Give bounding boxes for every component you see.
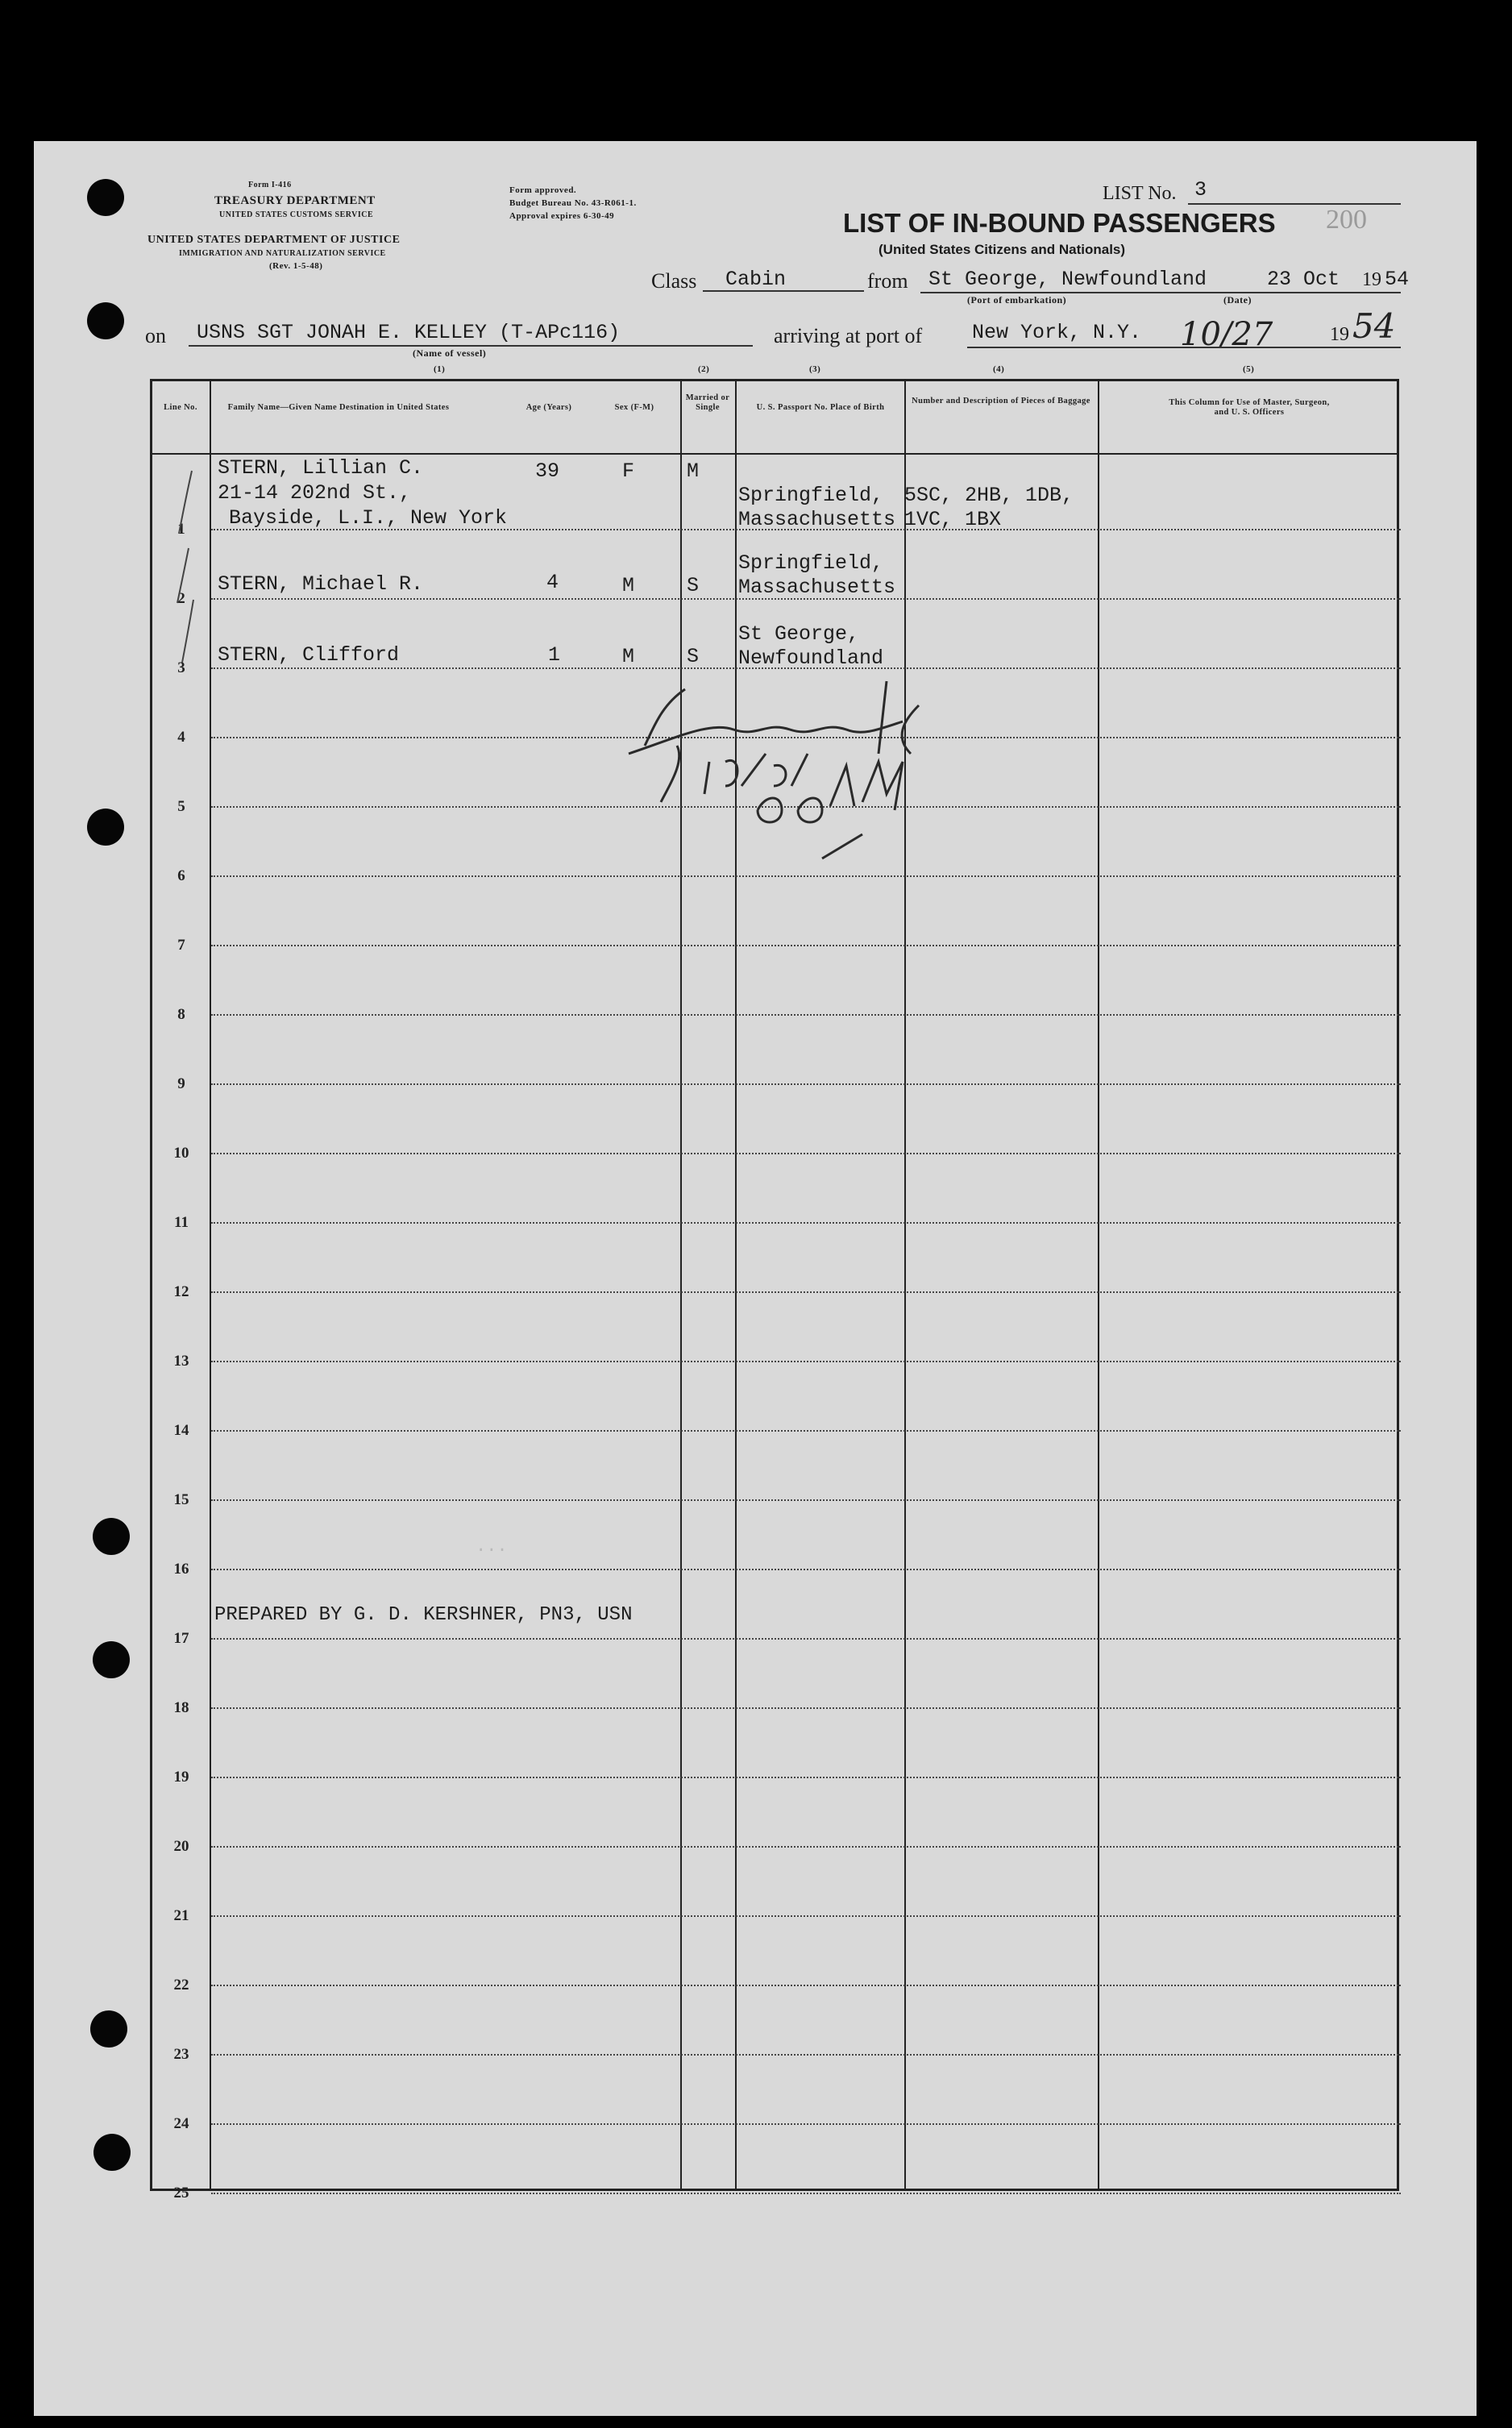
row-line (211, 1777, 1401, 1778)
line-number: 13 (173, 1353, 189, 1370)
passenger-baggage: 1VC, 1BX (904, 508, 1002, 531)
col-header-passport: U. S. Passport No. Place of Birth (756, 403, 885, 412)
row-line (211, 1915, 1401, 1917)
row-line (211, 2193, 1401, 2194)
row-line (211, 1014, 1401, 1016)
line-number: 18 (173, 1699, 189, 1716)
row-line (211, 1153, 1401, 1154)
ins-label: IMMIGRATION AND NATURALIZATION SERVICE (179, 249, 386, 258)
departure-year-prefix: 19 (1362, 269, 1381, 290)
page-subtitle: (United States Citizens and Nationals) (879, 242, 1126, 257)
row-line (211, 1361, 1401, 1362)
passenger-name: STERN, Michael R. (218, 572, 424, 596)
vessel-name: USNS SGT JONAH E. KELLEY (T-APc116) (197, 321, 621, 344)
inspector-signature (580, 673, 959, 867)
row-line (211, 1499, 1401, 1501)
line-number: 23 (173, 2046, 189, 2063)
on-label: on (145, 324, 166, 347)
line-number: 14 (173, 1422, 189, 1439)
col-header-married: Married or Single (685, 393, 730, 412)
passenger-name: STERN, Clifford (218, 643, 400, 667)
corner-number: 200 (1326, 205, 1367, 235)
row-line (211, 1707, 1401, 1709)
punch-hole (93, 1641, 130, 1678)
punch-hole (93, 1518, 130, 1555)
arrival-port: New York, N.Y. (972, 321, 1142, 344)
line-number: 12 (173, 1283, 189, 1300)
passenger-sex: M (622, 574, 635, 597)
port-caption: (Port of embarkation) (967, 294, 1067, 306)
punch-hole (87, 809, 124, 846)
line-number: 25 (173, 2185, 189, 2201)
row-line (211, 945, 1401, 946)
row-line (211, 2054, 1401, 2056)
class-label: Class (651, 269, 697, 293)
line-number: 9 (177, 1075, 185, 1092)
line-number: 11 (174, 1214, 189, 1231)
vessel-caption: (Name of vessel) (413, 347, 487, 359)
line-number: 19 (173, 1769, 189, 1786)
row-line (211, 1291, 1401, 1293)
line-number: 1 (177, 521, 185, 538)
line-number: 3 (177, 659, 185, 676)
line-number: 4 (177, 729, 185, 746)
approval-line-1: Form approved. (509, 185, 577, 195)
passenger-sex: F (622, 459, 635, 483)
passenger-married: S (687, 574, 700, 597)
passenger-birthplace: Massachusetts (738, 576, 896, 599)
approval-line-3: Approval expires 6-30-49 (509, 211, 615, 221)
row-line (211, 1083, 1401, 1085)
passenger-sex: M (622, 645, 635, 668)
col-header-name: Family Name—Given Name Destination in United States (227, 403, 450, 412)
arrival-year: 54 (1352, 306, 1396, 346)
arriving-label: arriving at port of (774, 324, 923, 347)
list-no-label: LIST No. (1103, 183, 1177, 204)
col-header-officers: This Column for Use of Master, Surgeon, and U. S. Officers (1169, 398, 1330, 417)
passenger-address: Bayside, L.I., New York (229, 506, 508, 530)
line-number: 5 (177, 798, 185, 815)
arrival-date: 10/27 (1180, 316, 1273, 353)
row-line (211, 1569, 1401, 1570)
arrival-year-prefix: 19 (1330, 324, 1349, 345)
line-number: 8 (177, 1006, 185, 1023)
line-number: 17 (173, 1630, 189, 1647)
row-line (211, 1638, 1401, 1640)
passenger-married: S (687, 645, 700, 668)
col-ref: (2) (698, 364, 710, 374)
punch-hole (87, 302, 124, 339)
passenger-baggage: 5SC, 2HB, 1DB, (904, 484, 1074, 507)
row-line (211, 1222, 1401, 1224)
from-value: St George, Newfoundland (928, 268, 1207, 291)
punch-hole (90, 2010, 127, 2048)
line-number: 15 (173, 1491, 189, 1508)
page-title: LIST OF IN-BOUND PASSENGERS (843, 208, 1276, 238)
prepared-by: PREPARED BY G. D. KERSHNER, PN3, USN (214, 1604, 633, 1626)
row-line (211, 1846, 1401, 1848)
approval-line-2: Budget Bureau No. 43-R061-1. (509, 198, 637, 208)
punch-hole (87, 179, 124, 216)
passenger-age: 4 (546, 571, 559, 594)
from-label: from (867, 269, 908, 293)
line-number: 20 (173, 1838, 189, 1855)
passenger-married: M (687, 459, 700, 483)
line-number: 2 (177, 590, 185, 607)
doj-label: UNITED STATES DEPARTMENT OF JUSTICE (147, 234, 401, 246)
passenger-name: STERN, Lillian C. (218, 456, 424, 480)
passenger-birthplace: Springfield, (738, 551, 884, 575)
row-line (211, 875, 1401, 877)
line-number: 24 (173, 2115, 189, 2132)
class-value: Cabin (725, 268, 787, 291)
col-header-sex: Sex (F-M) (614, 403, 654, 412)
col-ref: (1) (434, 364, 446, 374)
passenger-birthplace: St George, (738, 622, 860, 646)
customs-service: UNITED STATES CUSTOMS SERVICE (219, 210, 374, 219)
passenger-birthplace: Massachusetts (738, 508, 896, 531)
line-number: 21 (173, 1907, 189, 1924)
col-header-age: Age (Years) (525, 403, 572, 412)
line-number: 10 (173, 1145, 189, 1162)
row-line (211, 1985, 1401, 1986)
line-number: 22 (173, 1977, 189, 1994)
treasury-dept: TREASURY DEPARTMENT (214, 194, 376, 207)
row-line (211, 2123, 1401, 2125)
passenger-age: 1 (548, 643, 561, 667)
passenger-birthplace: Newfoundland (738, 646, 884, 670)
passenger-birthplace: Springfield, (738, 484, 884, 507)
line-number: 7 (177, 937, 185, 954)
col-header-line-no: Line No. (164, 403, 197, 412)
col-header-baggage: Number and Description of Pieces of Baggage (912, 397, 1090, 405)
date-caption: (Date) (1223, 294, 1252, 306)
line-number: 6 (177, 867, 185, 884)
line-number: 16 (173, 1561, 189, 1578)
list-no-value: 3 (1194, 178, 1207, 202)
col-ref: (4) (993, 364, 1005, 374)
col-ref: (3) (809, 364, 821, 374)
revision: (Rev. 1-5-48) (269, 261, 323, 271)
form-number: Form I-416 (248, 181, 292, 189)
departure-year: 54 (1385, 268, 1410, 291)
passenger-address: 21-14 202nd St., (218, 481, 412, 505)
departure-date: 23 Oct (1267, 268, 1340, 291)
passenger-age: 39 (535, 459, 560, 483)
row-line (211, 1430, 1401, 1432)
punch-hole (93, 2134, 131, 2171)
col-ref: (5) (1243, 364, 1255, 374)
check-marks (161, 451, 210, 685)
